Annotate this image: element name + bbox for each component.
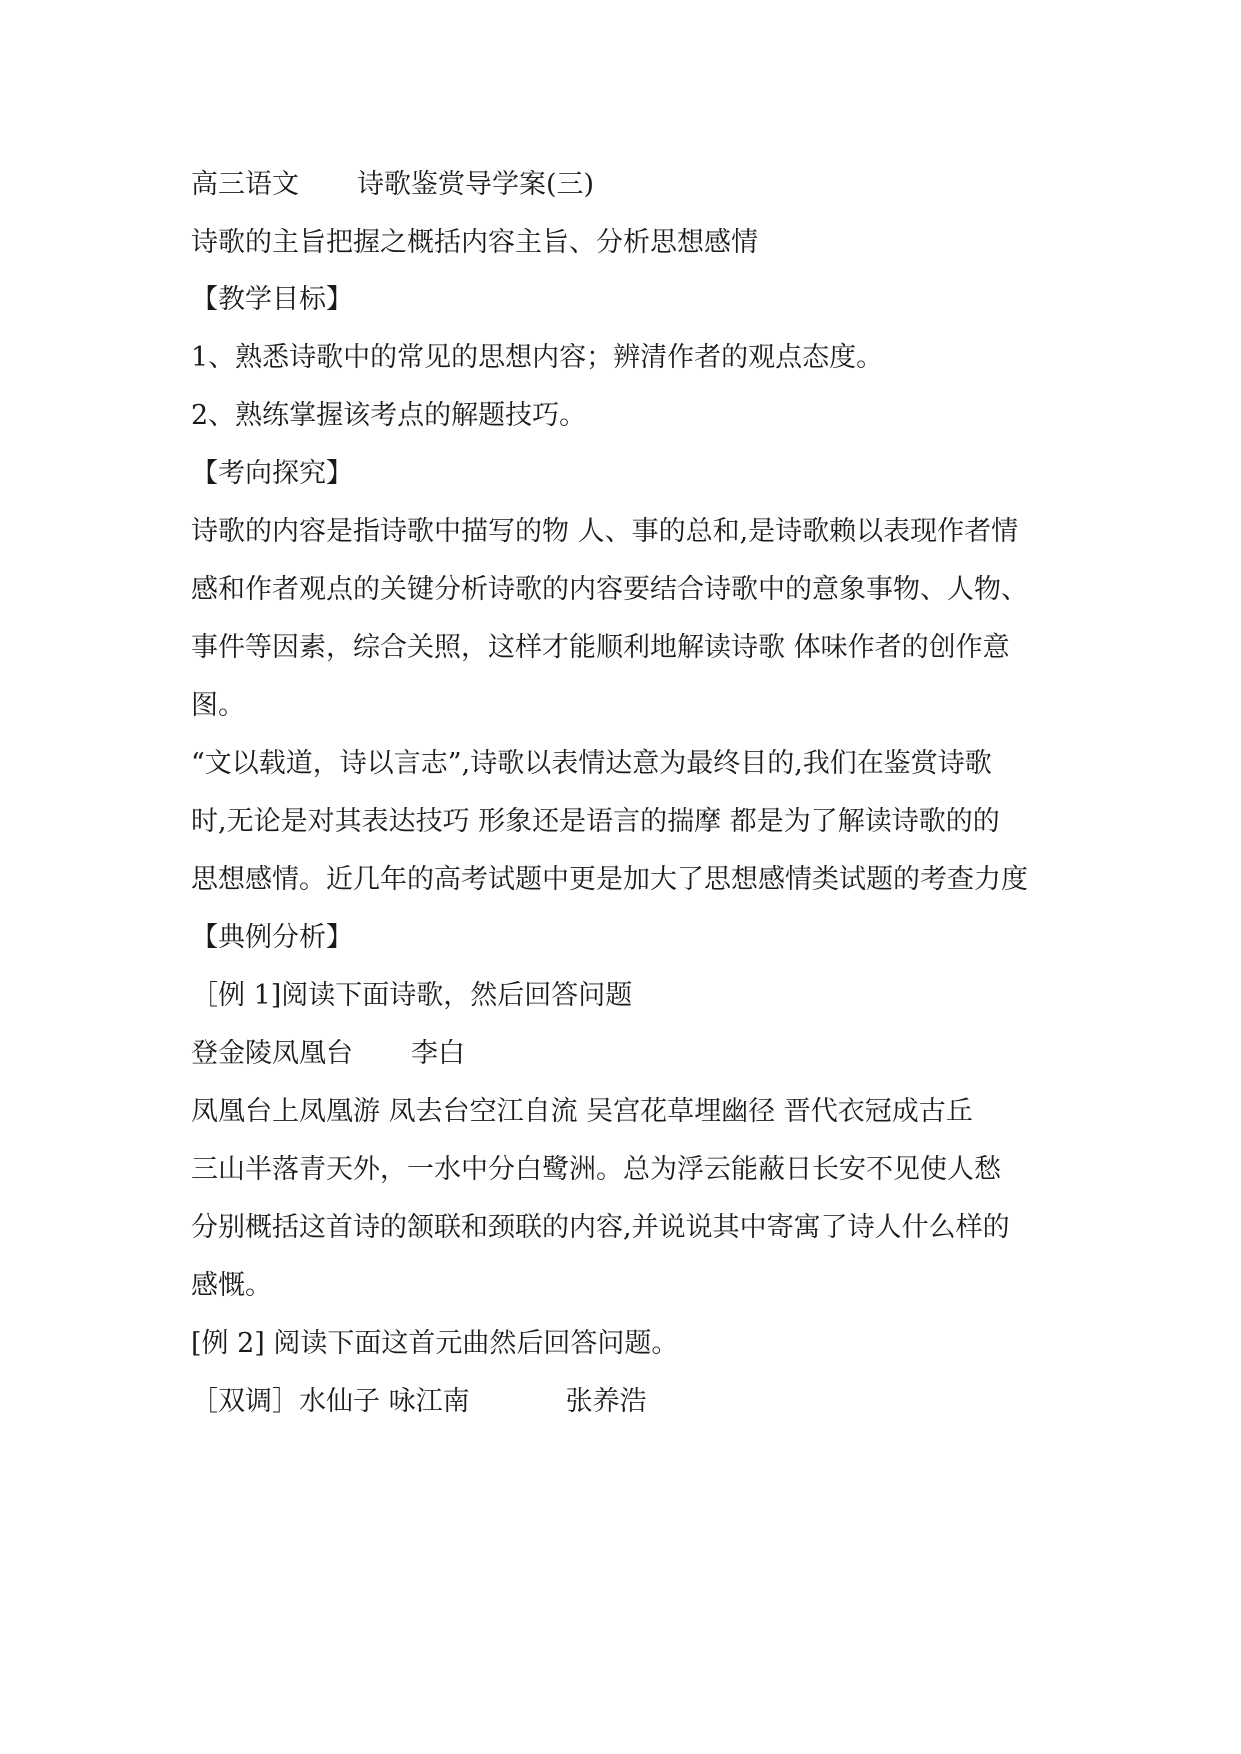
example2-intro: [例 2] 阅读下面这首元曲然后回答问题。 [191, 1328, 679, 1359]
exploration-para1-line: 图。 [191, 690, 245, 721]
document-title: 诗歌鉴赏导学案(三) [357, 169, 595, 200]
example1-intro: ［例 1]阅读下面诗歌，然后回答问题 [191, 980, 633, 1011]
poem-title: 登金陵凤凰台 [191, 1038, 353, 1069]
example1-poem-heading [191, 1037, 465, 1071]
exploration-para2-line: 思想感情。近几年的高考试题中更是加大了思想感情类试题的考查力度 [191, 864, 1028, 895]
exploration-para1-line: 感和作者观点的关键分析诗歌的内容要结合诗歌中的意象事物、人物、 [191, 574, 1028, 605]
exploration-para2-line: “文以载道，诗以言志”,诗歌以表情达意为最终目的,我们在鉴赏诗歌 [191, 748, 992, 779]
course-label: 高三语文 [191, 169, 299, 200]
example1-question-line: 分别概括这首诗的颔联和颈联的内容,并说说其中寄寓了诗人什么样的 [191, 1212, 1010, 1243]
subtitle: 诗歌的主旨把握之概括内容主旨、分析思想感情 [191, 227, 758, 258]
exploration-para2-line: 时,无论是对其表达技巧 形象还是语言的揣摩 都是为了解读诗歌的的 [191, 806, 1000, 837]
objectives-heading: 【教学目标】 [191, 284, 353, 315]
objective-item: 2、熟练掌握该考点的解题技巧。 [191, 400, 587, 431]
poem-line: 三山半落青天外，一水中分白鹭洲。总为浮云能蔽日长安不见使人愁 [191, 1154, 1001, 1185]
example2-heading [191, 1385, 647, 1419]
exploration-para1-line: 诗歌的内容是指诗歌中描写的物 人、事的总和,是诗歌赖以表现作者情 [191, 516, 1019, 547]
example1-question-line: 感慨。 [191, 1270, 272, 1301]
example2-author: 张养浩 [565, 1386, 647, 1417]
examples-heading: 【典例分析】 [191, 922, 353, 953]
poem-line: 凤凰台上凤凰游 凤去台空江自流 吴宫花草埋幽径 晋代衣冠成古丘 [191, 1096, 973, 1127]
exploration-para1-line: 事件等因素，综合关照，这样才能顺利地解读诗歌 体味作者的创作意 [191, 632, 1010, 663]
example2-title: ［双调］水仙子 咏江南 [191, 1386, 470, 1417]
objective-item: 1、熟悉诗歌中的常见的思想内容；辨清作者的观点态度。 [191, 342, 884, 373]
exploration-heading: 【考向探究】 [191, 458, 353, 489]
poem-author: 李白 [411, 1038, 465, 1069]
page-header [191, 168, 594, 202]
